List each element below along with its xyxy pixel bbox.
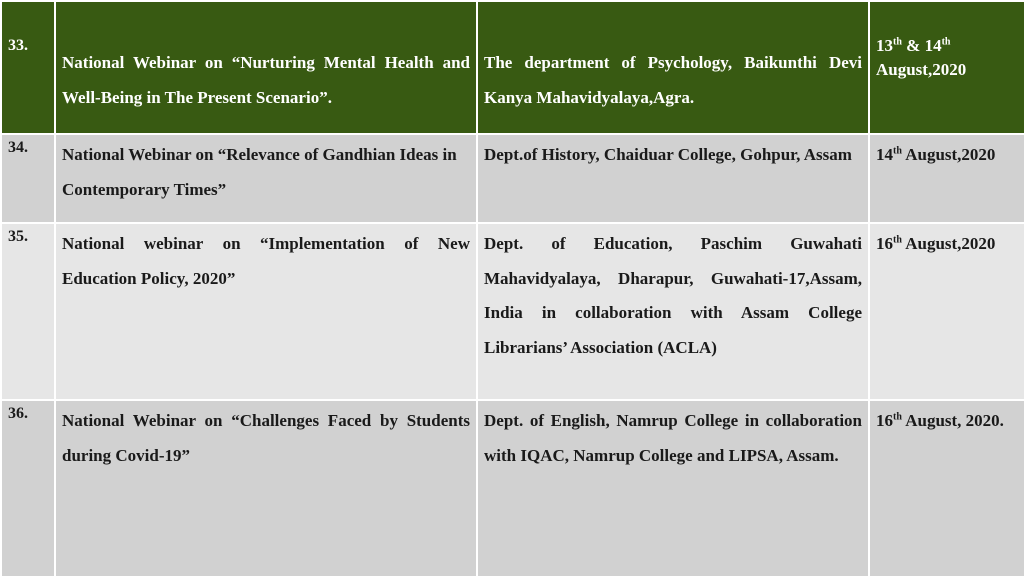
row-number: 33. [1,1,55,134]
row-number: 34. [1,134,55,223]
table-row [1,400,1024,577]
date-rest: August,2020 [901,145,996,164]
date-day-a: 13 [876,36,893,55]
table-row [1,223,1024,400]
date-suffix: th [893,145,902,157]
event-date [869,134,1024,223]
table-row [1,1,1024,134]
event-date [869,1,1024,134]
date-suffix: th [893,234,902,246]
organizer: The department of Psychology, Baikunthi Devi Kanya Mahavidyalaya,Agra. [477,1,869,134]
event-title: National Webinar on “Relevance of Gandhian Ideas in Contemporary Times” [55,134,477,223]
event-title: National Webinar on “Nurturing Mental Health and Well-Being in The Present Scenario”. [55,1,477,134]
organizer: Dept.of History, Chaiduar College, Gohpur, Assam [477,134,869,223]
date-rest: August,2020 [876,60,967,79]
date-suffix-b: th [941,36,951,48]
date-day-b: & 14 [901,36,942,55]
date-suffix-a: th [893,36,902,48]
date-day: 16 [876,234,893,253]
event-title: National webinar on “Implementation of New Education Policy, 2020” [55,223,477,400]
table-row [1,134,1024,223]
organizer: Dept. of English, Namrup College in collaboration with IQAC, Namrup College and LIPSA, Assam. [477,400,869,577]
row-number: 35. [1,223,55,400]
event-title: National Webinar on “Challenges Faced by Students during Covid-19” [55,400,477,577]
row-number: 36. [1,400,55,577]
date-rest: August,2020 [901,234,996,253]
event-date [869,400,1024,577]
date-day: 16 [876,411,893,430]
date-rest: August, 2020. [901,411,1004,430]
date-suffix: th [893,411,902,423]
date-day: 14 [876,145,893,164]
organizer: Dept. of Education, Paschim Guwahati Mahavidyalaya, Dharapur, Guwahati-17,Assam, India in collaboration with Assam College Librarians’ Association (ACLA) [477,223,869,400]
event-date [869,223,1024,400]
